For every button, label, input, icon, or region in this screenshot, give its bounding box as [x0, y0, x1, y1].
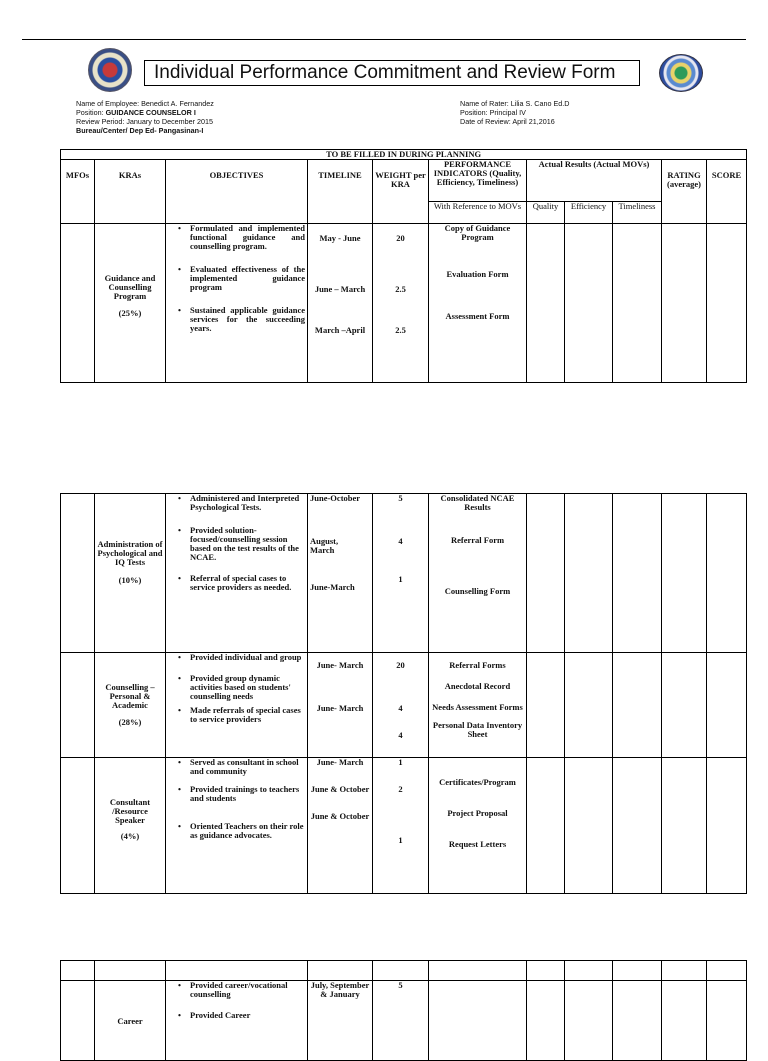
position-label: Position:	[76, 108, 106, 117]
weight-value: 20	[396, 233, 405, 243]
objectives-cell	[166, 961, 308, 981]
weight-value: 2	[398, 784, 403, 794]
weight-cell	[373, 224, 429, 383]
timeliness-cell	[613, 653, 662, 758]
weight-value: 4	[398, 536, 403, 546]
review-period: Review Period: January to December 2015	[76, 117, 214, 126]
weight-value: 5	[398, 980, 403, 990]
timeline-value: June & October	[310, 784, 370, 794]
timeline-value: June- March	[316, 660, 364, 670]
weight-value: 20	[396, 660, 405, 670]
quality-cell	[527, 224, 565, 383]
ipcr-table-1	[60, 149, 747, 383]
mfo-cell	[61, 224, 95, 383]
score-cell	[707, 494, 747, 653]
quality-cell	[527, 758, 565, 894]
weight-cell	[373, 981, 429, 1061]
col-objectives: OBJECTIVES	[166, 160, 308, 224]
objective-item: • Provided individual and group	[190, 653, 305, 662]
objective-item: • Made referrals of special cases to service providers	[190, 706, 305, 724]
efficiency-cell	[565, 961, 613, 981]
weight-value: 5	[398, 493, 403, 503]
objective-item: • Served as consultant in school and community	[190, 758, 305, 776]
col-timeline: TIMELINE	[308, 160, 373, 224]
mfo-cell	[61, 758, 95, 894]
mfo-cell	[61, 653, 95, 758]
weight-value: 1	[398, 574, 403, 584]
timeline-cell	[308, 981, 373, 1061]
indicator-value: Evaluation Form	[446, 269, 509, 279]
rater-info	[460, 99, 569, 126]
table-row	[61, 224, 747, 383]
indicator-cell	[429, 981, 527, 1061]
objective-item: • Evaluated effectiveness of the implemented guidance program	[190, 265, 305, 292]
col-rating: RATING (average)	[662, 160, 707, 224]
efficiency-cell	[565, 758, 613, 894]
kra-cell	[95, 494, 166, 653]
timeline-value: May - June	[319, 233, 361, 243]
col-indicators: PERFORMANCE INDICATORS (Quality, Efficiency, Timeliness)	[429, 160, 527, 202]
weight-cell	[373, 758, 429, 894]
objectives-cell	[166, 494, 308, 653]
objective-item: • Provided solution-focused/counselling session based on the test results of the NCAE.	[190, 526, 305, 562]
objective-item: • Oriented Teachers on their role as guidance advocates.	[190, 822, 305, 840]
ipcr-table-2	[60, 493, 747, 894]
bureau	[76, 126, 214, 135]
kra-percent: (25%)	[118, 308, 142, 318]
col-mfos: MFOs	[61, 160, 95, 224]
page-title: Individual Performance Commitment and Review Form	[154, 62, 616, 83]
col-kras: KRAs	[95, 160, 166, 224]
review-date: Date of Review: April 21,2016	[460, 117, 555, 126]
kra-label: Guidance and Counselling Program	[104, 273, 156, 301]
deped-seal-icon	[88, 48, 132, 92]
rating-cell	[662, 981, 707, 1061]
objectives-cell	[166, 653, 308, 758]
timeline-cell	[308, 961, 373, 981]
timeline-value: June-March	[310, 582, 355, 592]
indicator-cell	[429, 758, 527, 894]
timeliness-cell	[613, 494, 662, 653]
timeliness-cell	[613, 758, 662, 894]
quality-cell	[527, 653, 565, 758]
timeline-value: July, September & January	[310, 980, 370, 999]
indicator-cell	[429, 653, 527, 758]
quality-cell	[527, 981, 565, 1061]
col-efficiency: Efficiency	[565, 202, 613, 224]
efficiency-cell	[565, 653, 613, 758]
indicator-value: Consolidated NCAE Results	[440, 493, 515, 512]
kra-cell	[95, 981, 166, 1061]
kra-cell	[95, 758, 166, 894]
timeline-cell	[308, 653, 373, 758]
objectives-cell	[166, 758, 308, 894]
weight-cell	[373, 494, 429, 653]
indicator-value: Counselling Form	[444, 586, 511, 596]
objectives-cell	[166, 981, 308, 1061]
objective-item: • Sustained applicable guidance services for the succeeding years.	[190, 306, 305, 333]
timeliness-cell	[613, 224, 662, 383]
kra-percent: (10%)	[118, 575, 142, 585]
rater-name: Name of Rater: Lilia S. Cano Ed.D	[460, 99, 570, 108]
division-office-seal-icon	[659, 54, 703, 92]
kra-label: Career	[117, 1016, 143, 1026]
timeliness-cell	[613, 981, 662, 1061]
col-actual: Actual Results (Actual MOVs)	[527, 160, 662, 202]
rating-cell	[662, 653, 707, 758]
kra-cell	[95, 224, 166, 383]
rating-cell	[662, 224, 707, 383]
efficiency-cell	[565, 224, 613, 383]
col-weight: WEIGHT per KRA	[373, 160, 429, 224]
bureau-value: Bureau/Center/ Dep Ed- Pangasinan-I	[76, 126, 204, 135]
table-row	[61, 758, 747, 894]
indicator-cell	[429, 224, 527, 383]
top-rule	[22, 39, 746, 40]
weight-cell	[373, 653, 429, 758]
weight-value: 2.5	[395, 284, 406, 294]
score-cell	[707, 224, 747, 383]
indicator-value: Project Proposal	[447, 808, 508, 818]
kra-percent: (4%)	[120, 831, 140, 841]
objective-item: • Provided trainings to teachers and students	[190, 785, 305, 803]
mfo-cell	[61, 961, 95, 981]
position-value: GUIDANCE COUNSELOR I	[105, 108, 196, 117]
quality-cell	[527, 961, 565, 981]
score-cell	[707, 981, 747, 1061]
employee-name: Name of Employee: Benedict A. Fernandez	[76, 99, 214, 108]
objective-item: • Administered and Interpreted Psychological Tests.	[190, 494, 305, 512]
col-with-ref: With Reference to MOVs	[429, 202, 527, 224]
table-row	[61, 494, 747, 653]
timeline-cell	[308, 494, 373, 653]
objective-item: • Provided group dynamic activities based on students' counselling needs	[190, 674, 305, 701]
timeline-value: June- March	[316, 757, 364, 767]
rating-cell	[662, 961, 707, 981]
timeliness-cell	[613, 961, 662, 981]
score-cell	[707, 653, 747, 758]
weight-value: 2.5	[395, 325, 406, 335]
indicator-value: Anecdotal Record	[444, 681, 511, 691]
planning-header: TO BE FILLED IN DURING PLANNING	[61, 150, 747, 160]
timeline-value: June & October	[310, 811, 370, 821]
objective-item: • Provided Career	[190, 1011, 305, 1020]
weight-cell	[373, 961, 429, 981]
efficiency-cell	[565, 981, 613, 1061]
rating-cell	[662, 494, 707, 653]
rater-position: Position: Principal IV	[460, 108, 526, 117]
kra-cell	[95, 961, 166, 981]
timeline-value: June – March	[314, 284, 366, 294]
weight-value: 4	[398, 730, 403, 740]
objective-item: • Provided career/vocational counselling	[190, 981, 305, 999]
indicator-value: Copy of Guidance Program	[444, 223, 511, 242]
table-row	[61, 981, 747, 1061]
ipcr-table-3	[60, 960, 747, 1061]
rating-cell	[662, 758, 707, 894]
objectives-cell	[166, 224, 308, 383]
indicator-value: Assessment Form	[445, 311, 510, 321]
objective-item: • Referral of special cases to service providers as needed.	[190, 574, 305, 592]
indicator-value: Needs Assessment Forms	[432, 702, 523, 712]
timeline-value: March –April	[314, 325, 366, 335]
employee-info	[76, 99, 214, 135]
indicator-value: Personal Data Inventory Sheet	[432, 720, 523, 739]
weight-value: 4	[398, 703, 403, 713]
indicator-value: Referral Form	[450, 535, 505, 545]
mfo-cell	[61, 981, 95, 1061]
kra-label: Consultant /Resource Speaker	[109, 797, 151, 825]
title-box	[144, 60, 640, 86]
kra-cell	[95, 653, 166, 758]
timeline-value: June- March	[316, 703, 364, 713]
timeline-value: August, March	[310, 536, 339, 555]
indicator-value: Referral Forms	[449, 660, 506, 670]
quality-cell	[527, 494, 565, 653]
col-score: SCORE	[707, 160, 747, 224]
objective-item: • Formulated and implemented functional guidance and counselling program.	[190, 224, 305, 251]
col-timeliness: Timeliness	[613, 202, 662, 224]
timeline-value: June-October	[310, 493, 361, 503]
timeline-cell	[308, 758, 373, 894]
indicator-cell	[429, 961, 527, 981]
indicator-value: Request Letters	[448, 839, 507, 849]
kra-label: Counselling – Personal & Academic	[105, 682, 155, 710]
score-cell	[707, 758, 747, 894]
timeline-cell	[308, 224, 373, 383]
employee-position	[76, 108, 214, 117]
score-cell	[707, 961, 747, 981]
col-quality: Quality	[527, 202, 565, 224]
efficiency-cell	[565, 494, 613, 653]
mfo-cell	[61, 494, 95, 653]
kra-label: Administration of Psychological and IQ Tests	[97, 539, 163, 567]
table-row	[61, 653, 747, 758]
table-row	[61, 961, 747, 981]
weight-value: 1	[398, 757, 403, 767]
weight-value: 1	[398, 835, 403, 845]
indicator-value: Certificates/Program	[439, 777, 516, 787]
indicator-cell	[429, 494, 527, 653]
kra-percent: (28%)	[118, 717, 142, 727]
